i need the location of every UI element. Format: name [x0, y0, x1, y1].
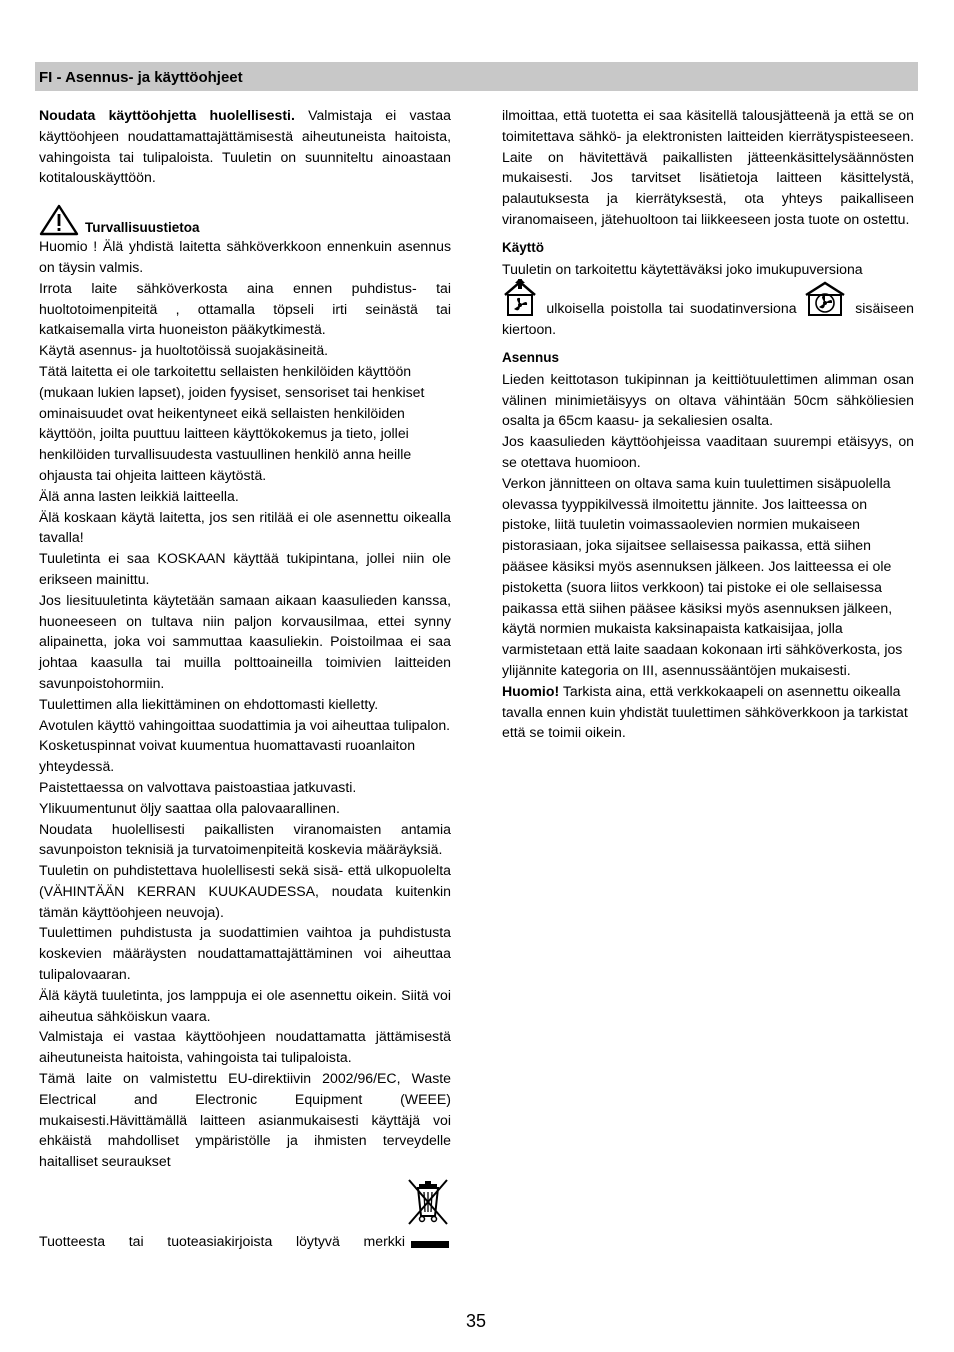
install-paragraph: Verkon jännitteen on oltava sama kuin tuulettimen sisäpuolella olevassa tyyppikilvessä ilmoitettu jännite. Jos laitteessa on pistoke, liitä tuuletin voimassaolevien normien mukaiseen pistorasiaan, joka sijaitsee sellaisessa paikassa, että siihen pääsee käsiksi myös asennuksen jälkeen. Jos laitteessa ei ole pistoketta (suora liitos verkkoon) tai pistoke ei ole sellaisessa paikassa että siihen pääsee käsiksi myös asennuksen jälkeen, käytä normien mukaista kaksinapaista katkaisijaa, jolla varmistetaan että laite saadaan kokonaan irti sähköverkosta, jos ylijännite kategoria on III, asennussääntöjen mukaisesti.: [502, 474, 903, 678]
usage-paragraph: [502, 279, 914, 340]
install-paragraph: Jos kaasulieden käyttöohjeissa vaaditaan suurempi etäisyys, on se otettava huomioon.: [502, 433, 914, 470]
weee-bar: [411, 1241, 449, 1248]
note-bold: Huomio!: [502, 682, 560, 699]
safety-paragraph: Tätä laitetta ei ole tarkoitettu sellaisten henkilöiden käyttöön (mukaan lukien lapset), joiden fyysiset, sensoriset tai henkiset ominaisuudet ovat heikentyneet eikä sellaisten henkilöiden käyttöön, joilta puuttuu laitteen käyttökokemus ja tieto, jollei henkilöiden turvallisuudesta vastuullinen henkilö anna heille ohjausta tai ohjeita laitteen käytöstä.: [39, 362, 425, 483]
safety-paragraph: Tuulettimen alla liekittäminen on ehdottomasti kielletty.: [39, 695, 379, 712]
intro-rest: Valmistaja ei vastaa käyttöohjeen noudattamattajättämisestä aiheutuneista haitoista, vahingoista tai tulipaloista. Tuuletin on suunniteltu ainoastaan kotitalouskäyttöön.: [39, 107, 451, 186]
house-fan-extraction-icon: [502, 279, 538, 317]
safety-heading: Turvallisuustietoa: [85, 220, 200, 236]
left-column: [39, 105, 451, 1252]
safety-paragraph: Älä koskaan käytä laitetta, jos sen ritilää ei ole asennettu oikealla tavalla!: [39, 508, 451, 546]
safety-paragraph: Valmistaja ei vastaa käyttöohjeen noudattamatta jättämisestä aiheutuneista haitoista, vahingoista tai tulipaloista.: [39, 1028, 451, 1066]
intro-bold: Noudata käyttöohjetta huolellisesti.: [39, 107, 295, 123]
safety-paragraph: Ylikuumentunut öljy saattaa olla palovaarallinen.: [39, 799, 340, 816]
safety-paragraph: Tämä laite on valmistettu EU-direktiivin 2002/96/EC, Waste Electrical and Electronic Equipment (WEEE) mukaisesti.Hävittämällä laitteen asianmukaisesti käyttäjä voi ehkäistä mahdolliset ympäristölle ja ihmisten terveydelle haitalliset seuraukset: [39, 1070, 451, 1170]
usage-part3: sisäiseen kiertoon.: [502, 300, 914, 338]
header-bar: [35, 62, 918, 91]
safety-paragraph: Käytä asennus- ja huoltotöissä suojakäsineitä.: [39, 342, 329, 359]
safety-paragraph: Kosketuspinnat voivat kuumentua huomattavasti ruoanlaiton yhteydessä.: [39, 737, 416, 775]
right-column: [502, 105, 914, 743]
intro-paragraph: [39, 105, 451, 188]
safety-paragraph: Huomio ! Älä yhdistä laitetta sähköverkkoon ennenkuin asennus on täysin valmis.: [39, 238, 451, 275]
safety-paragraph: Älä käytä tuuletinta, jos lamppuja ei ole asennettu oikein. Siitä voi aiheutua sähköiskun vaara.: [39, 986, 451, 1024]
page-number: 35: [466, 1311, 487, 1331]
note-rest: Tarkista aina, että verkkokaapeli on asennettu oikealla tavalla ennen kuin yhdistät tuulettimen sähköverkkoon ja tarkistat että se toimii oikein.: [502, 682, 908, 741]
weee-block: [39, 1172, 451, 1252]
house-fan-recirculation-icon: [803, 281, 847, 317]
safety-paragraph: Tuuletinta ei saa KOSKAAN käyttää tukipintana, jollei niin ole erikseen mainittu.: [39, 550, 451, 587]
safety-paragraph: Avotulen käyttö vahingoittaa suodattimia ja voi aiheuttaa tulipalon.: [39, 716, 451, 733]
safety-heading-row: [39, 204, 451, 236]
weee-continued-paragraph: ilmoittaa, että tuotetta ei saa käsitellä talousjätteenä ja että se on toimitettava sähkö- ja elektronisten laitteiden kierrätyspisteeseen. Laite on hävitettävä paikallisten jätteenkäsittelysäännösten mukaisesti. Jos tarvitset lisätietoja laitteen käsittelystä, palautuksesta ja kierrätyksestä, ota yhteys paikalliseen viranomaiseen, jätehuoltoon tai liikkeeseen josta tuote on ostettu.: [502, 107, 914, 227]
safety-paragraph: Tuuletin on puhdistettava huolellisesti sekä sisä- että ulkopuolelta (VÄHINTÄÄN KERRAN KUUKAUDESSA, noudata kuitenkin tämän käyttöohjeen neuvoja).: [39, 862, 451, 920]
safety-paragraph: Noudata huolellisesti paikallisten viranomaisten antamia savunpoiston teknisiä ja turvatoimenpiteitä koskevia määräyksiä.: [39, 820, 451, 858]
safety-paragraph: Älä anna lasten leikkiä laitteella.: [39, 487, 239, 504]
usage-heading: Käyttö: [502, 239, 545, 255]
warning-triangle-icon: [39, 204, 79, 236]
safety-paragraph: Irrota laite sähköverkosta aina ennen puhdistus- tai huoltotoimenpiteitä , ottamalla töpseli irti seinästä tai katkaisemalla virta huoneiston pääkytkimestä.: [39, 279, 451, 338]
safety-paragraph: Jos liesituuletinta käytetään samaan aikaan kaasulieden kanssa, huoneeseen on tultava niin paljon korvausilmaa, ettei synny alipainetta, joka voi sammuttaa kaasuliekin. Poistoilmaa ei saa johtaa kaasulla tai muilla polttoaineilla toimivien laitteiden savunpoistohormiin.: [39, 591, 451, 691]
weee-text: Tuotteesta tai tuoteasiakirjoista löytyvä merkki: [39, 1233, 405, 1250]
install-paragraph: Lieden keittotason tukipinnan ja keittiötuulettimen alimman osan välinen minimietäisyys on oltava vähintään 50cm sähköliesien osalta ja 65cm kaasu- ja sekaliesien osalta.: [502, 370, 914, 429]
crossed-out-bin-icon: [405, 1178, 451, 1226]
note-paragraph: [502, 681, 914, 743]
safety-paragraph: Tuulettimen puhdistusta ja suodattimien vaihtoa ja puhdistusta koskevien määräysten noudattamattajättäminen voi aiheuttaa tulipalovaaran.: [39, 924, 451, 983]
usage-line: Tuuletin on tarkoitettu käytettäväksi joko imukupuversiona: [502, 260, 863, 277]
install-heading: Asennus: [502, 349, 560, 365]
page-title: FI - Asennus- ja käyttöohjeet: [39, 69, 243, 86]
safety-paragraph: Paistettaessa on valvottava paistoastiaa jatkuvasti.: [39, 778, 357, 795]
usage-part2: ulkoisella poistolla tai suodatinversiona: [540, 300, 803, 317]
